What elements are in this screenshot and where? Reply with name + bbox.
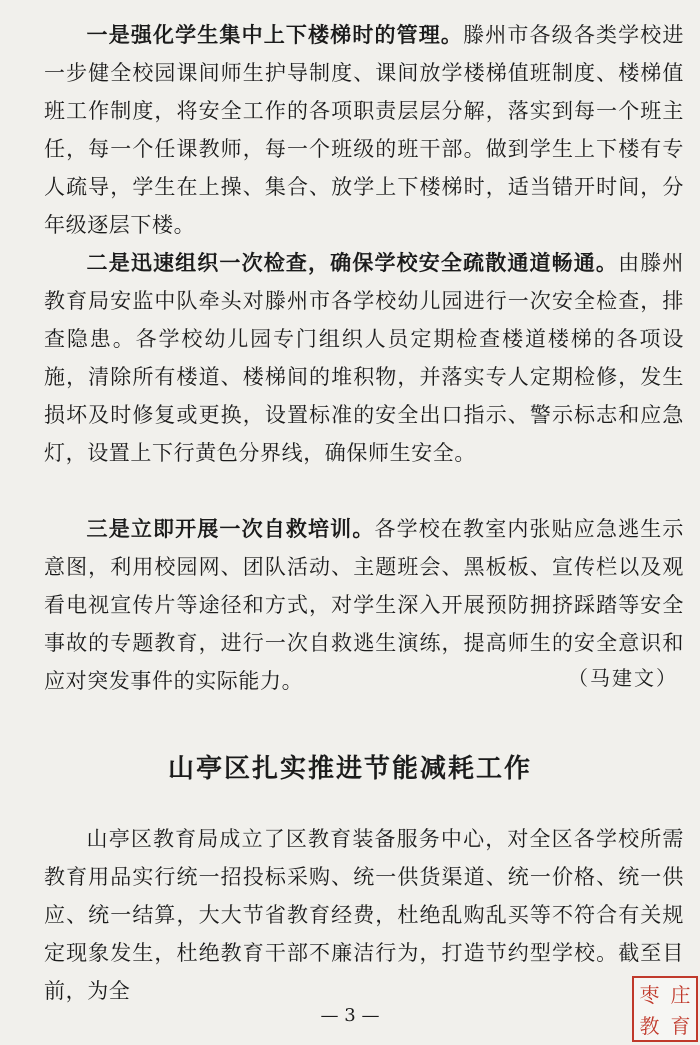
paragraph-1-lead: 一是强化学生集中上下楼梯时的管理。 [86, 23, 464, 47]
publisher-seal [632, 976, 698, 1042]
article-title: 山亭区扎实推进节能减耗工作 [167, 754, 532, 784]
paragraph-1-body: 滕州市各级各类学校进一步健全校园课间师生护导制度、课间放学楼梯值班制度、楼梯值班工作制度，将安全工作的各项职责层层分解，落实到每一个班主任，每一个任课教师，每一个班级的班干部。做到学生上下楼有专人疏导，学生在上操、集合、放学上下楼梯时，适当错开时间，分年级逐层下楼。 [44, 23, 685, 237]
seal-char: 育 [670, 1014, 691, 1038]
article-body-text: 山亭区教育局成立了区教育装备服务中心，对全区各学校所需教育用品实行统一招投标采购、统一供货渠道、统一价格、统一供应、统一结算，大大节省教育经费，杜绝乱购乱买等不符合有关规定现象发生，杜绝教育干部不廉洁行为，打造节约型学校。截至目前，为全 [44, 827, 684, 1003]
seal-char: 教 [639, 1014, 660, 1038]
paragraph-1 [44, 16, 684, 244]
paragraph-2-lead: 二是迅速组织一次检查，确保学校安全疏散通道畅通。 [86, 251, 619, 275]
paragraph-3-lead: 三是立即开展一次自救培训。 [86, 517, 375, 541]
paragraph-3-body: 各学校在教室内张贴应急逃生示意图，利用校园网、团队活动、主题班会、黑板板、宣传栏以及观看电视宣传片等途径和方式，对学生深入开展预防拥挤踩踏等安全事故的专题教育，进行一次自救逃生演练，提高师生的安全意识和应对突发事件的实际能力。 [44, 517, 684, 693]
seal-char: 庄 [670, 983, 691, 1007]
author-byline: （马建文） [568, 666, 678, 690]
page-number: — 3 — [320, 1005, 380, 1026]
article-body [44, 820, 684, 1010]
seal-char: 枣 [639, 983, 660, 1007]
paragraph-2 [44, 244, 684, 472]
paragraph-2-body: 由滕州教育局安监中队牵头对滕州市各学校幼儿园进行一次安全检查，排查隐患。各学校幼儿园专门组织人员定期检查楼道楼梯的各项设施，清除所有楼道、楼梯间的堆积物，并落实专人定期检修，发生损坏及时修复或更换，设置标准的安全出口指示、警示标志和应急灯，设置上下行黄色分界线，确保师生安全。 [44, 251, 684, 465]
